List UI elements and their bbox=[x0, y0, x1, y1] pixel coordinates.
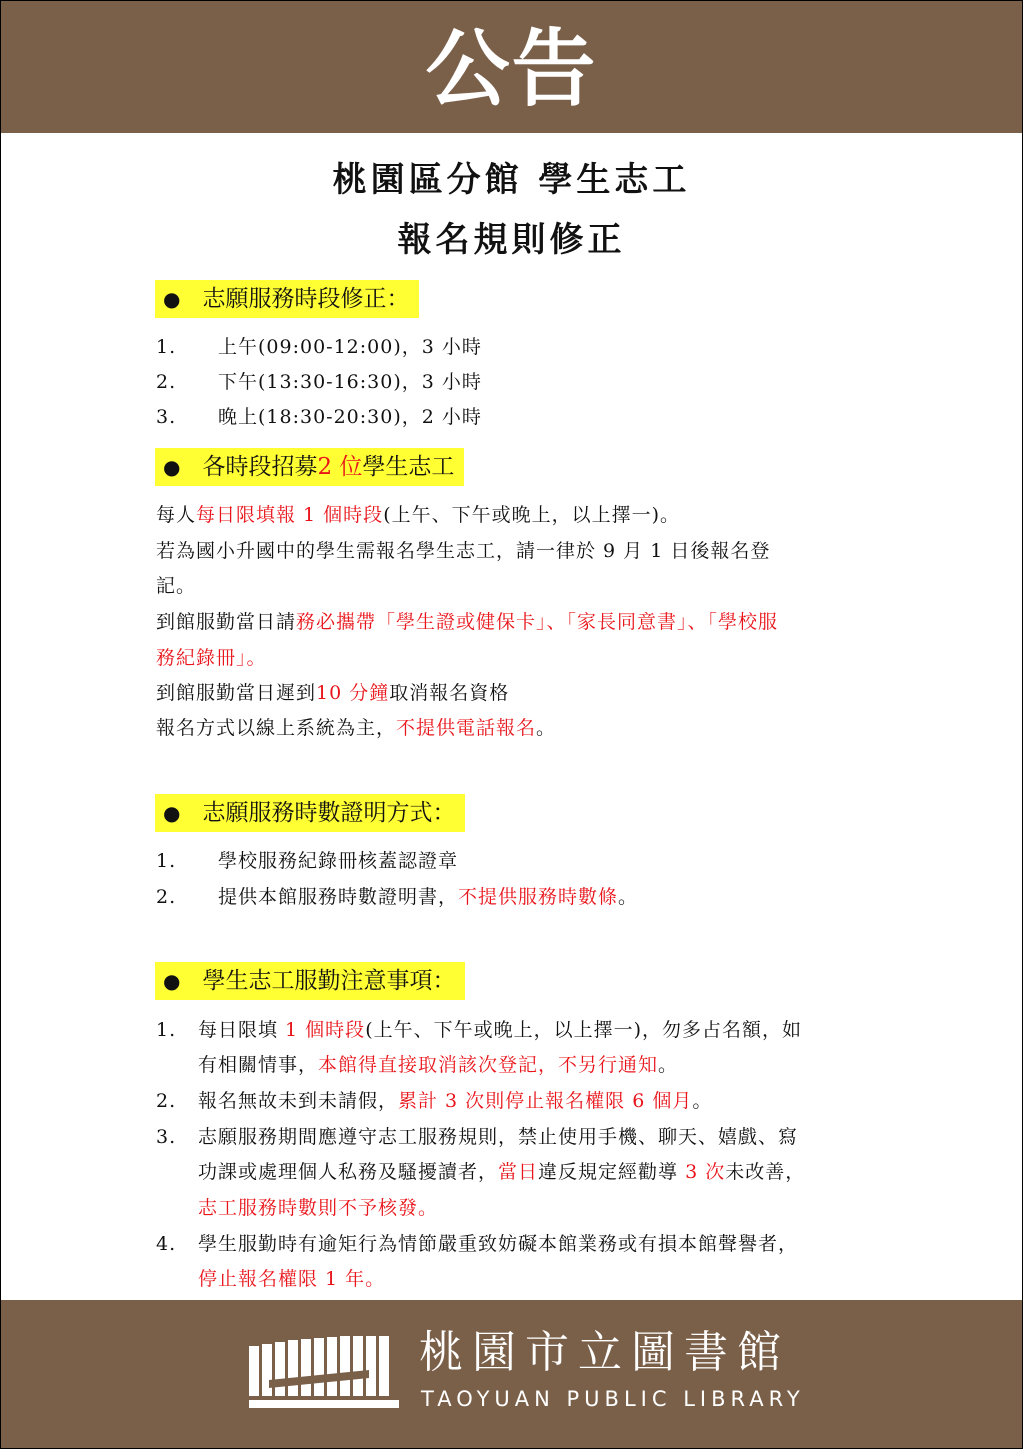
bullet-icon: ● bbox=[163, 455, 181, 479]
rule-paragraph: 到館服勤當日請務必攜帶「學生證或健保卡」、「家長同意書」、「學校服 bbox=[156, 611, 779, 633]
section-recruit-heading: ● 各時段招募2 位學生志工 bbox=[155, 448, 464, 486]
bullet-icon: ● bbox=[163, 969, 181, 993]
list-item-cont: 志工服務時數則不予核發。 bbox=[198, 1197, 439, 1219]
library-name-en: TAOYUAN PUBLIC LIBRARY bbox=[421, 1387, 805, 1411]
section-service-hours-heading bbox=[155, 280, 419, 318]
list-item: 4. 學生服勤時有逾矩行為情節嚴重致妨礙本館業務或有損本館聲譽者， bbox=[156, 1233, 799, 1255]
rule-paragraph: 若為國小升國中的學生需報名學生志工，請一律於 9 月 1 日後報名登 bbox=[156, 540, 771, 562]
list-item-cont: 功課或處理個人私務及騷擾讀者，當日違反規定經勸導 3 次未改善， bbox=[198, 1161, 806, 1183]
list-item: 1. 上午(09:00-12:00)，3 小時 bbox=[156, 336, 482, 358]
footer-banner bbox=[1, 1300, 1022, 1448]
list-item: 3. 志願服務期間應遵守志工服務規則，禁止使用手機、聊天、嬉戲、寫 bbox=[156, 1126, 799, 1148]
list-item: 2. 報名無故未到未請假，累計 3 次則停止報名權限 6 個月。 bbox=[156, 1090, 713, 1112]
list-item: 1. 每日限填 1 個時段(上午、下午或晚上，以上擇一)，勿多占名額，如 bbox=[156, 1019, 803, 1041]
rule-paragraph-cont: 務紀錄冊」。 bbox=[156, 647, 267, 669]
list-item: 1. 學校服務紀錄冊核蓋認證章 bbox=[156, 850, 459, 872]
bullet-icon: ● bbox=[163, 287, 181, 311]
notice-subtitle: 報名規則修正 bbox=[397, 220, 626, 260]
announcement-title: 公告 bbox=[425, 20, 598, 118]
list-item: 2. 提供本館服務時數證明書，不提供服務時數條。 bbox=[156, 886, 639, 908]
rule-paragraph-cont: 記。 bbox=[156, 575, 197, 597]
list-item-cont: 有相關情事，本館得直接取消該次登記，不另行通知。 bbox=[198, 1054, 679, 1076]
list-item: 2. 下午(13:30-16:30)，3 小時 bbox=[156, 371, 482, 393]
section-certificate-heading: ● 志願服務時數證明方式： bbox=[155, 794, 465, 832]
rule-paragraph: 報名方式以線上系統為主，不提供電話報名。 bbox=[156, 717, 557, 739]
section-notes-heading: ● 學生志工服勤注意事項： bbox=[155, 962, 465, 1000]
library-name-cn: 桃園市立圖書館 bbox=[419, 1327, 790, 1378]
bullet-icon: ● bbox=[163, 801, 181, 825]
notice-title: 桃園區分館 學生志工 bbox=[332, 160, 691, 200]
rule-paragraph: 到館服勤當日遲到10 分鐘取消報名資格 bbox=[156, 682, 510, 704]
rule-paragraph: 每人每日限填報 1 個時段(上午、下午或晚上，以上擇一)。 bbox=[156, 504, 681, 526]
section-heading-text: 志願服務時段修正： bbox=[202, 286, 410, 312]
header-banner bbox=[1, 1, 1022, 133]
list-item: 3. 晚上(18:30-20:30)，2 小時 bbox=[156, 406, 482, 428]
library-logo-icon bbox=[249, 1336, 399, 1412]
list-item-cont: 停止報名權限 1 年。 bbox=[198, 1268, 386, 1290]
